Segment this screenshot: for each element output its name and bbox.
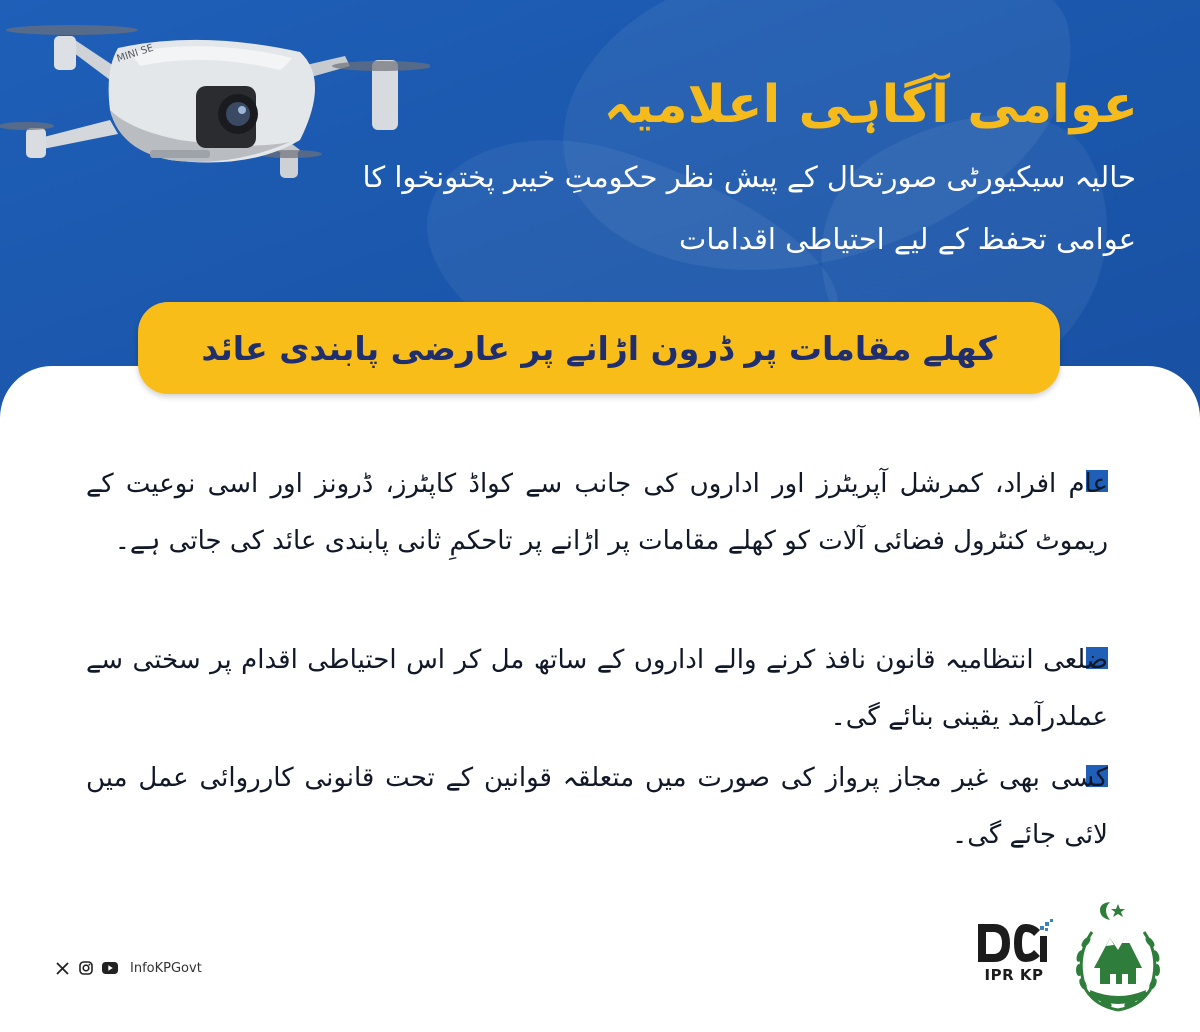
subtitle-line: حالیہ سیکیورٹی صورتحال کے پیش نظر حکومتِ خیبر پختونخوا کا: [362, 160, 1136, 194]
bullet-text: عام افراد، کمرشل آپریٹرز اور اداروں کی جانب سے کواڈ کاپٹرز، ڈرونز اور اسی نوعیت کے ریموٹ کنٹرول فضائی آلات کو کھلے مقامات پر اڑانے پر تاحکمِ ثانی پابندی عائد کی جاتی ہے۔: [86, 469, 1108, 556]
bullet-text: کسی بھی غیر مجاز پرواز کی صورت میں متعلقہ قوانین کے تحت قانونی کارروائی عمل میں لائی جائے گی۔: [86, 763, 1108, 850]
social-handle[interactable]: InfoKPGovt: [130, 960, 202, 976]
banner-text: کھلے مقامات پر ڈرون اڑانے پر عارضی پابندی عائد: [201, 328, 997, 368]
subtitle-line: عوامی تحفظ کے لیے احتیاطی اقدامات: [679, 222, 1136, 256]
ipr-logo-label: IPR KP: [984, 966, 1044, 984]
instagram-icon[interactable]: [78, 960, 94, 976]
youtube-icon[interactable]: [102, 960, 118, 976]
announcement-title: عوامی آگاہی اعلامیہ: [603, 75, 1138, 135]
x-icon[interactable]: [54, 960, 70, 976]
ban-banner: [138, 302, 1060, 394]
bullet-text: ضلعی انتظامیہ قانون نافذ کرنے والے اداروں کے ساتھ مل کر اس احتیاطی اقدام پر سختی سے عملدرآمد یقینی بنائے گی۔: [86, 645, 1108, 732]
drone-model-text: MINI SE: [115, 42, 155, 65]
kp-government-emblem-icon: [1066, 898, 1170, 1016]
social-bar: [54, 960, 202, 976]
